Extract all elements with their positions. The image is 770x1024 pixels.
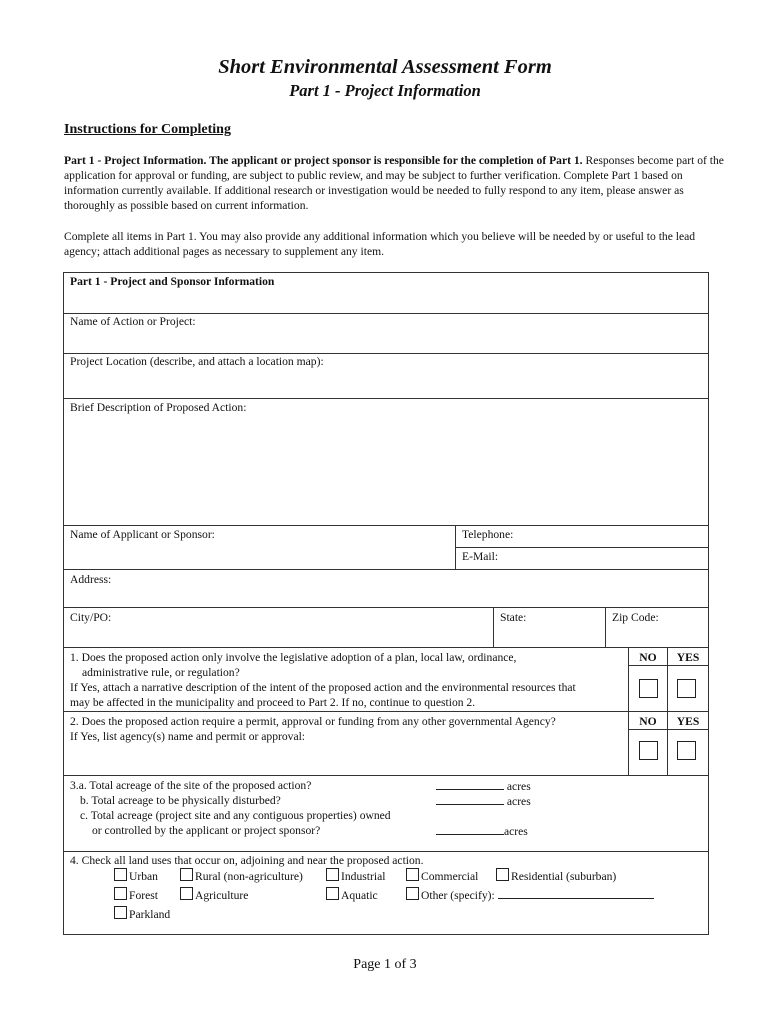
forest-checkbox[interactable] <box>114 887 127 900</box>
land-use-forest[interactable] <box>114 887 158 903</box>
land-use-other[interactable] <box>406 887 654 903</box>
acreage-3a-row <box>436 778 531 794</box>
acres-3b-label: acres <box>506 795 531 808</box>
email-field[interactable] <box>505 549 708 568</box>
question-1-line-2: administrative rule, or regulation? <box>82 666 240 679</box>
acreage-3b-field[interactable] <box>436 793 504 805</box>
question-1-line-1: 1. Does the proposed action only involve the legislative adoption of a plan, local law, ordinance, <box>70 651 517 664</box>
parkland-label: Parkland <box>129 908 171 921</box>
acreage-3c-row <box>436 823 528 839</box>
address-field[interactable] <box>120 571 708 606</box>
commercial-checkbox[interactable] <box>406 868 419 881</box>
acreage-3c-field[interactable] <box>436 823 504 835</box>
other-specify-field[interactable] <box>498 887 654 899</box>
commercial-label: Commercial <box>421 870 479 883</box>
brief-description-field[interactable] <box>64 416 708 524</box>
rural-checkbox[interactable] <box>180 868 193 881</box>
city-label: City/PO: <box>70 611 112 624</box>
state-field[interactable] <box>494 625 604 646</box>
form-subtitle: Part 1 - Project Information <box>289 81 481 100</box>
acres-3a-label: acres <box>506 780 531 793</box>
name-of-action-label: Name of Action or Project: <box>70 315 196 328</box>
q1-yes-checkbox[interactable] <box>677 679 696 698</box>
agriculture-label: Agriculture <box>195 889 249 902</box>
land-use-urban[interactable] <box>114 868 158 884</box>
question-4: 4. Check all land uses that occur on, adjoining and near the proposed action. <box>70 854 424 867</box>
land-use-residential[interactable] <box>496 868 616 884</box>
instructions-paragraph-1-bold: Part 1 - Project Information. The applicant or project sponsor is responsible for the completion of Part 1. <box>64 154 583 167</box>
project-location-label: Project Location (describe, and attach a location map): <box>70 355 324 368</box>
instructions-heading: Instructions for Completing <box>64 122 231 137</box>
land-use-parkland[interactable] <box>114 906 170 922</box>
other-checkbox[interactable] <box>406 887 419 900</box>
instructions-paragraph-1 <box>64 153 724 213</box>
residential-label: Residential (suburban) <box>511 870 617 883</box>
other-label: Other (specify): <box>421 889 495 902</box>
q1-no-checkbox[interactable] <box>639 679 658 698</box>
land-use-aquatic[interactable] <box>326 887 378 903</box>
q2-yes-header: YES <box>676 715 700 728</box>
instructions-paragraph-1-text: Responses become part of the application for approval or funding, are subject to public review, and may be subject to further verification. Complete Part 1 based on information currently available. If additional research or investigation would be needed to fully respond to any item, please answer as thoroughly as possible based on current information. <box>64 154 724 212</box>
applicant-name-label: Name of Applicant or Sponsor: <box>70 528 215 541</box>
question-3c-line-1: c. Total acreage (project site and any contiguous properties) owned <box>80 809 391 822</box>
section-header: Part 1 - Project and Sponsor Information <box>70 275 275 288</box>
q1-yes-header: YES <box>676 651 700 664</box>
brief-description-label: Brief Description of Proposed Action: <box>70 401 247 414</box>
urban-checkbox[interactable] <box>114 868 127 881</box>
rural-label: Rural (non-agriculture) <box>195 870 303 883</box>
aquatic-label: Aquatic <box>341 889 378 902</box>
instructions-paragraph-2: Complete all items in Part 1. You may also provide any additional information which you believe will be needed by or useful to the lead agency; attach additional pages as necessary to supplement any item. <box>64 230 696 258</box>
question-2-line-2: If Yes, list agency(s) name and permit or approval: <box>70 730 306 743</box>
telephone-field[interactable] <box>520 527 708 546</box>
q2-no-checkbox[interactable] <box>639 741 658 760</box>
acreage-3b-row <box>436 793 531 809</box>
question-1-line-4: may be affected in the municipality and proceed to Part 2. If no, continue to question 2. <box>70 696 476 709</box>
land-use-commercial[interactable] <box>406 868 478 884</box>
question-3a: 3.a. Total acreage of the site of the proposed action? <box>70 779 312 792</box>
acres-3c-label: acres <box>504 825 528 838</box>
industrial-checkbox[interactable] <box>326 868 339 881</box>
form-title: Short Environmental Assessment Form <box>218 56 552 78</box>
acreage-3a-field[interactable] <box>436 778 504 790</box>
question-2-line-1: 2. Does the proposed action require a permit, approval or funding from any other governmental Agency? <box>70 715 556 728</box>
q1-no-header: NO <box>639 651 657 664</box>
city-field[interactable] <box>64 625 492 646</box>
email-label: E-Mail: <box>462 550 499 563</box>
industrial-label: Industrial <box>341 870 386 883</box>
question-3b: b. Total acreage to be physically disturbed? <box>80 794 281 807</box>
telephone-label: Telephone: <box>462 528 514 541</box>
zip-field[interactable] <box>606 625 708 646</box>
parkland-checkbox[interactable] <box>114 906 127 919</box>
q2-yes-checkbox[interactable] <box>677 741 696 760</box>
agency-list-field[interactable] <box>70 746 620 773</box>
project-location-field[interactable] <box>64 370 708 397</box>
question-3c-line-2: or controlled by the applicant or project sponsor? <box>92 824 321 837</box>
forest-label: Forest <box>129 889 158 902</box>
agriculture-checkbox[interactable] <box>180 887 193 900</box>
address-label: Address: <box>70 573 112 586</box>
urban-label: Urban <box>129 870 158 883</box>
state-label: State: <box>500 611 527 624</box>
applicant-name-field[interactable] <box>64 542 454 568</box>
land-use-agriculture[interactable] <box>180 887 248 903</box>
question-1-line-3: If Yes, attach a narrative description of the intent of the proposed action and the environmental resources that <box>70 681 576 694</box>
land-use-industrial[interactable] <box>326 868 385 884</box>
q2-no-header: NO <box>639 715 657 728</box>
aquatic-checkbox[interactable] <box>326 887 339 900</box>
zip-label: Zip Code: <box>612 611 659 624</box>
residential-checkbox[interactable] <box>496 868 509 881</box>
name-of-action-field[interactable] <box>64 330 708 352</box>
land-use-rural[interactable] <box>180 868 303 884</box>
page-number: Page 1 of 3 <box>353 957 417 972</box>
